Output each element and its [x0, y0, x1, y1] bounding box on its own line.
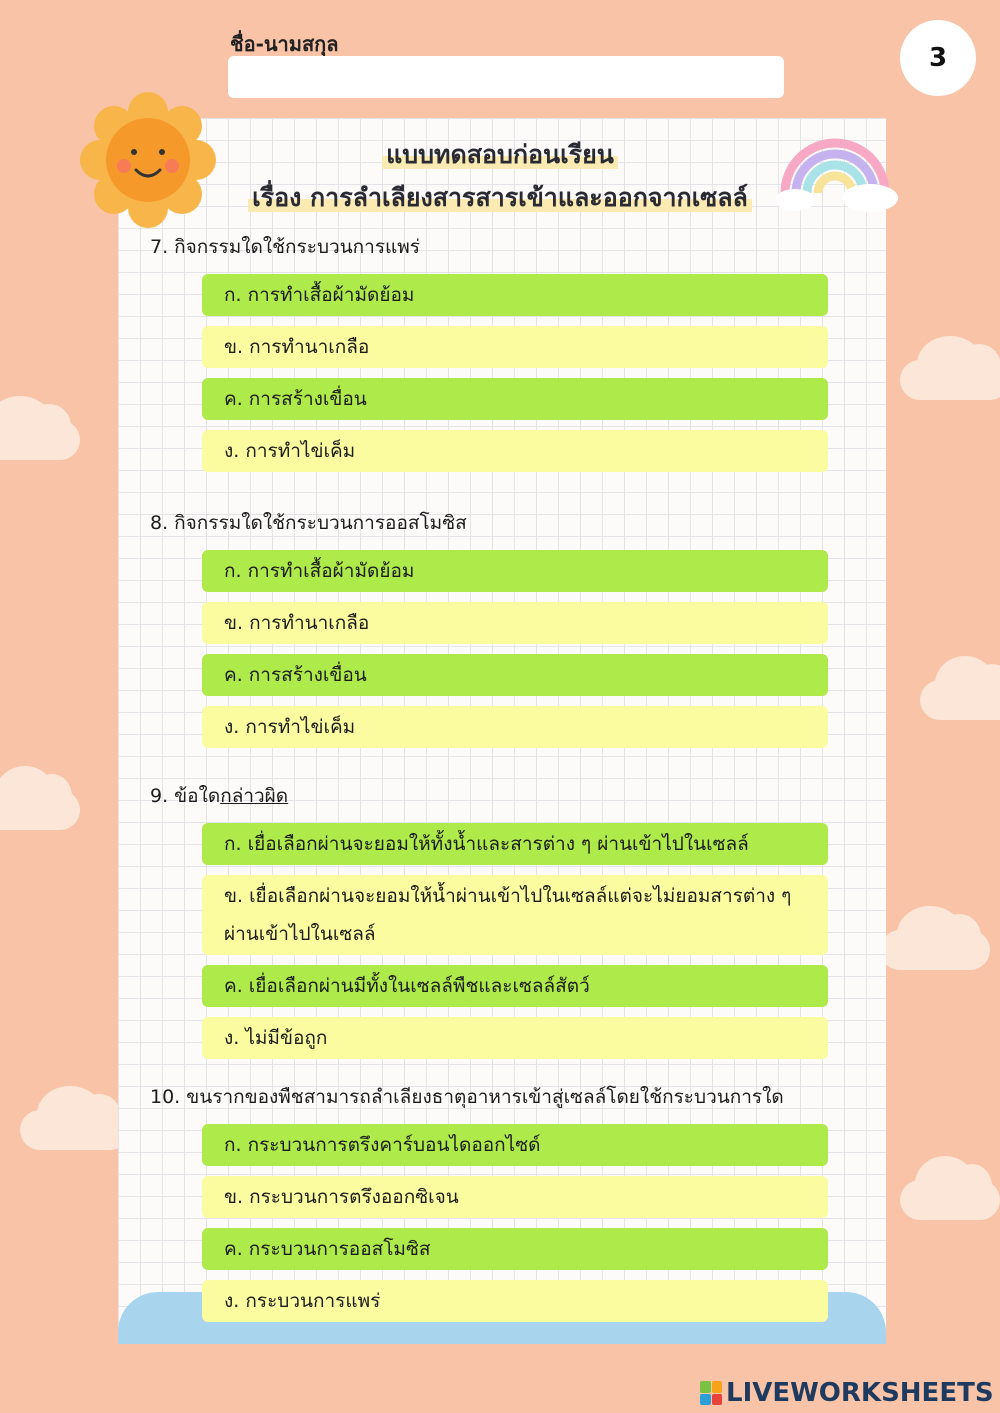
question-8-option-d[interactable]: ง. การทำไข่เค็ม: [202, 706, 828, 748]
question-9: [150, 781, 288, 811]
question-10-option-a[interactable]: ก. กระบวนการตรึงคาร์บอนไดออกไซด์: [202, 1124, 828, 1166]
name-input[interactable]: [228, 56, 784, 98]
question-7: 7. กิจกรรมใดใช้กระบวนการแพร่: [150, 236, 421, 258]
worksheet-subtitle: เรื่อง การลำเลียงสารสารเข้าและออกจากเซลล์: [120, 178, 880, 218]
question-8: 8. กิจกรรมใดใช้กระบวนการออสโมซิส: [150, 512, 467, 534]
question-9-prefix: 9. ข้อใด: [150, 785, 221, 807]
question-7-option-d[interactable]: ง. การทำไข่เค็ม: [202, 430, 828, 472]
question-7-option-c[interactable]: ค. การสร้างเขื่อน: [202, 378, 828, 420]
question-8-option-a[interactable]: ก. การทำเสื้อผ้ามัดย้อม: [202, 550, 828, 592]
worksheet-title: แบบทดสอบก่อนเรียน: [120, 135, 880, 175]
page-number-badge: 3: [900, 20, 976, 96]
question-10: 10. ขนรากของพืชสามารถลำเลียงธาตุอาหารเข้าสู่เซลล์โดยใช้กระบวนการใด: [150, 1086, 784, 1108]
question-7-option-b[interactable]: ข. การทำนาเกลือ: [202, 326, 828, 368]
name-label: ชื่อ-นามสกุล: [230, 32, 339, 56]
question-10-option-b[interactable]: ข. กระบวนการตรึงออกซิเจน: [202, 1176, 828, 1218]
question-9-option-d[interactable]: ง. ไม่มีข้อถูก: [202, 1017, 828, 1059]
question-10-option-d[interactable]: ง. กระบวนการแพร่: [202, 1280, 828, 1322]
question-7-option-a[interactable]: ก. การทำเสื้อผ้ามัดย้อม: [202, 274, 828, 316]
liveworksheets-logo-text: LIVEWORKSHEETS: [726, 1378, 994, 1408]
cloud-decoration: [920, 680, 1000, 720]
question-8-option-b[interactable]: ข. การทำนาเกลือ: [202, 602, 828, 644]
cloud-decoration: [900, 360, 1000, 400]
liveworksheets-logo-icon: [700, 1381, 722, 1405]
cloud-decoration: [900, 1180, 1000, 1220]
question-10-option-c[interactable]: ค. กระบวนการออสโมซิส: [202, 1228, 828, 1270]
question-8-option-c[interactable]: ค. การสร้างเขื่อน: [202, 654, 828, 696]
cloud-decoration: [880, 930, 990, 970]
question-9-option-a[interactable]: ก. เยื่อเลือกผ่านจะยอมให้ทั้งน้ำและสารต่าง ๆ ผ่านเข้าไปในเซลล์: [202, 823, 828, 865]
liveworksheets-logo: [700, 1378, 994, 1408]
question-9-option-b[interactable]: ข. เยื่อเลือกผ่านจะยอมให้น้ำผ่านเข้าไปในเซลล์แต่จะไม่ยอมสารต่าง ๆ ผ่านเข้าไปในเซลล์: [202, 875, 828, 955]
cloud-decoration: [0, 790, 80, 830]
cloud-decoration: [0, 420, 80, 460]
question-9-option-c[interactable]: ค. เยื่อเลือกผ่านมีทั้งในเซลล์พืชและเซลล์สัตว์: [202, 965, 828, 1007]
cloud-decoration: [20, 1110, 130, 1150]
question-9-emphasis: กล่าวผิด: [220, 785, 289, 807]
